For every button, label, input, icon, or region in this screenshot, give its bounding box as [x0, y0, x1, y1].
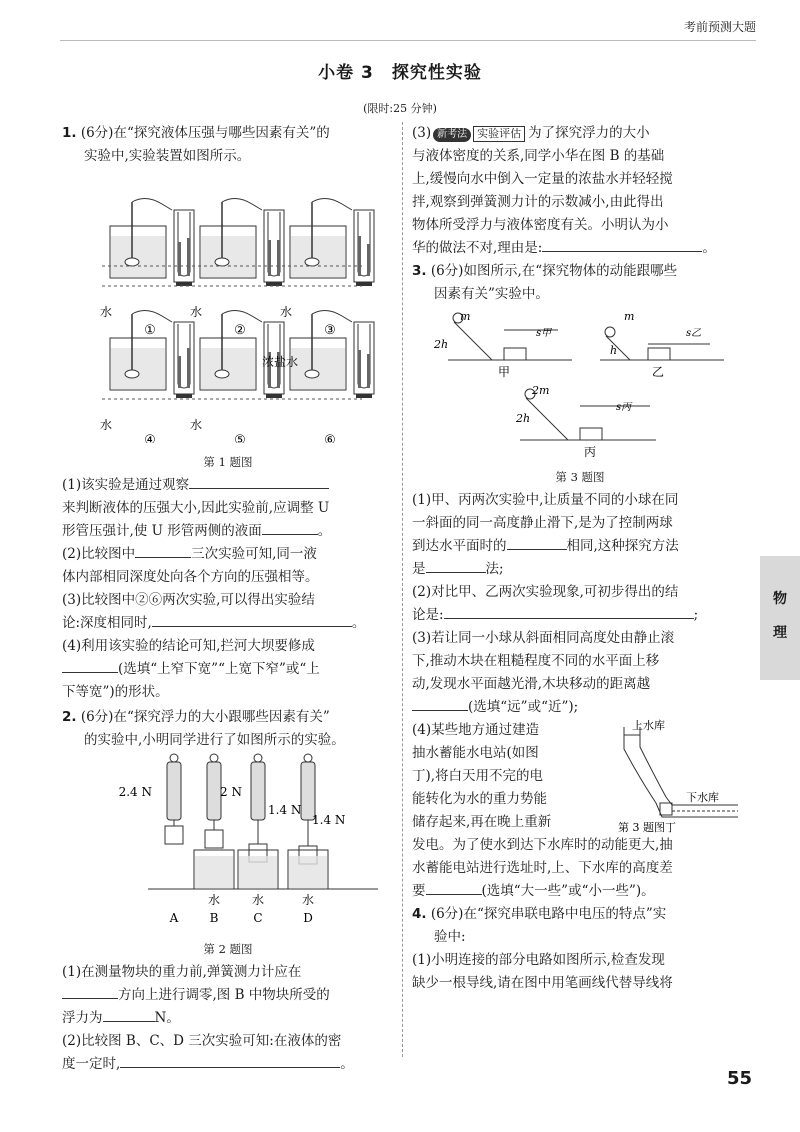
q3-part3: (3)若让同一小球从斜面相同高度处由静止滚	[412, 630, 675, 646]
q1-mark-1: ①	[144, 323, 156, 338]
q1-water-label-2: 水	[190, 305, 203, 319]
q1-apparatus-1	[110, 198, 194, 286]
q1-blank-4[interactable]	[152, 612, 352, 627]
q2-part3-line2: 与液体密度的关系,同学小华在图 B 的基础	[412, 148, 665, 164]
page-number: 55	[726, 1068, 752, 1089]
q3-part1-line3: 到达水平面时的 相同,这种探究方法	[412, 535, 748, 558]
q4-stem-line1: 4. (6分)在“探究串联电路中电压的特点”实	[412, 906, 667, 922]
q1-mark-5: ⑤	[234, 433, 246, 443]
q3-part2-line2: 论是: ;	[412, 604, 748, 627]
q3-upper-reservoir: 上水库	[632, 719, 665, 732]
q1-stem-line1: 1. (6分)在“探究液体压强与哪些因素有关”的	[62, 125, 330, 141]
q2-number: 2.	[62, 709, 77, 725]
q4-stem-line2: 验中:	[434, 929, 466, 945]
q2-scale-3	[238, 754, 278, 889]
q4-part1: (1)小明连接的部分电路如图所示,检查发现	[412, 952, 665, 968]
q3-number: 3.	[412, 263, 427, 279]
q1-part4-line3: 下等宽”)的形状。	[62, 684, 169, 700]
q3-2h-c: 2h	[516, 412, 531, 425]
q3-stem-line1: 3. (6分)如图所示,在“探究物体的动能跟哪些	[412, 263, 678, 279]
q3-part1-line4: 是 法;	[412, 558, 748, 581]
q3-label-bing: 丙	[584, 445, 597, 458]
q1-water-label-1: 水	[100, 305, 113, 319]
q3-lower-reservoir: 下水库	[686, 791, 719, 804]
q3-part2: (2)对比甲、乙两次实验现象,可初步得出的结	[412, 584, 679, 600]
q3-part4-line7: 水蓄能电站进行选址时,上、下水库的高度差	[412, 860, 673, 876]
q1-mark-2: ②	[234, 323, 246, 338]
side-tab-char-1: 物	[773, 591, 787, 607]
q2-part2-line2: 度一定时, 。	[62, 1053, 394, 1076]
q1-mark-3: ③	[324, 323, 336, 338]
q2-water-b: 水	[207, 893, 221, 907]
q1-blank-5[interactable]	[62, 658, 118, 673]
q3-s-a: s甲	[536, 328, 552, 339]
header-section: 考前预测大题	[683, 20, 756, 34]
q3-part3-line3: 动,发现水平面越光滑,木块移动的距离越	[412, 676, 651, 692]
q3-blank-5[interactable]	[426, 880, 482, 895]
page-title: 小卷 3 探究性实验	[318, 63, 482, 83]
q2-water-c: 水	[251, 893, 265, 907]
q2-water-d: 水	[301, 893, 315, 907]
q2-label-a: A	[169, 911, 179, 925]
q1-blank-2[interactable]	[262, 520, 318, 535]
q3-m-a: m	[460, 310, 471, 323]
q3-blank-3[interactable]	[444, 604, 694, 619]
q1-number: 1.	[62, 125, 77, 141]
q2-stem-line1: 2. (6分)在“探究浮力的大小跟哪些因素有关”	[62, 709, 330, 725]
q2-part3-line6: 华的做法不对,理由是: 。	[412, 237, 748, 260]
q1-part1: (1)该实验是通过观察	[62, 474, 394, 497]
q2-reading-a: 2.4 N	[118, 785, 152, 799]
q3-part1: (1)甲、丙两次实验中,让质量不同的小球在同	[412, 492, 679, 508]
q3-part4-text: (4)某些地方通过建造 抽水蓄能水电站(如图 丁),将白天用不完的电 能转化为水的重力势能 储存起来,再在晚上重新	[412, 722, 552, 830]
q3-stem-line2: 因素有关”实验中。	[434, 286, 549, 302]
q1-mark-4: ④	[144, 433, 156, 443]
q3-figure-d	[610, 719, 748, 834]
q2-blank-4[interactable]	[542, 237, 702, 252]
time-limit: (限时:25 分钟)	[363, 102, 437, 115]
q2-scale-2	[194, 754, 234, 889]
right-column	[412, 122, 748, 995]
q2-part3-line5: 物体所受浮力与液体密度有关。小明认为小	[412, 217, 669, 233]
q3-blank-1[interactable]	[507, 535, 567, 550]
q1-part1-line3: 形管压强计,使 U 形管两侧的液面 。	[62, 520, 394, 543]
q3-label-yi: 乙	[652, 365, 665, 379]
q1-part3: (3)比较图中②⑥两次实验,可以得出实验结	[62, 592, 315, 608]
q2-part1: (1)在测量物块的重力前,弹簧测力计应在	[62, 964, 302, 980]
q1-part1-line2: 来判断液体的压强大小,因此实验前,应调整 U	[62, 500, 330, 516]
q2-reading-b: 2 N	[220, 785, 242, 799]
experiment-eval-badge: 实验评估	[473, 126, 525, 142]
q2-part2: (2)比较图 B、C、D 三次实验可知:在液体的密	[62, 1033, 342, 1049]
q2-reading-d: 1.4 N	[312, 813, 346, 827]
q3-part1-line2: 一斜面的同一高度静止滑下,是为了控制两球	[412, 515, 673, 531]
q2-blank-3[interactable]	[120, 1053, 340, 1068]
q2-blank-1[interactable]	[62, 984, 118, 999]
q3-figure	[412, 306, 748, 458]
q2-blank-2[interactable]	[103, 1007, 155, 1022]
q2-label-b: B	[209, 911, 219, 925]
q1-brine-label: 浓盐水	[262, 355, 299, 369]
q3-part4-block	[412, 719, 748, 834]
q3-s-c: s丙	[616, 402, 632, 413]
q1-apparatus-3	[290, 198, 374, 286]
q2-part3-line4: 拌,观察到弹簧测力计的示数减小,由此得出	[412, 194, 664, 210]
q2-part3: (3) 新考法 实验评估 为了探究浮力的大小	[412, 125, 650, 141]
q1-mark-6: ⑥	[324, 433, 336, 443]
q2-part1-line2: 方向上进行调零,图 B 中物块所受的	[62, 984, 394, 1007]
q1-part2-line2: 体内部相同深度处向各个方向的压强相等。	[62, 569, 319, 585]
q1-stem-line2: 实验中,实验装置如图所示。	[84, 148, 251, 164]
q4-number: 4.	[412, 906, 427, 922]
q1-blank-3[interactable]	[135, 543, 191, 558]
q3-part4-line6: 发电。为了使水到达下水库时的动能更大,抽	[412, 837, 673, 853]
q2-reading-c: 1.4 N	[268, 803, 302, 817]
q2-part1-line3: 浮力为 N。	[62, 1007, 394, 1030]
q3-ramp	[600, 327, 724, 360]
q3-blank-4[interactable]	[412, 696, 468, 711]
q3-part3-line4: (选填“远”或“近”);	[412, 696, 748, 719]
q1-part4: (4)利用该实验的结论可知,拦河大坝要修成	[62, 638, 315, 654]
q3-2h-a: 2h	[434, 338, 449, 351]
q1-water-label-4: 水	[100, 418, 113, 432]
q3-part4-line8: 要 (选填“大一些”或“小一些”)。	[412, 880, 748, 903]
q1-part4-line2: (选填“上窄下宽”“上宽下窄”或“上	[62, 658, 394, 681]
header-rule	[60, 40, 756, 41]
q4-part1-line2: 缺少一根导线,请在图中用笔画线代替导线将	[412, 975, 673, 991]
q3-caption: 第 3 题图	[555, 470, 605, 484]
q3-2m-c: 2m	[532, 384, 550, 397]
q2-scale-1	[165, 754, 183, 844]
q1-part2: (2)比较图中 三次实验可知,同一液	[62, 543, 394, 566]
q2-label-c: C	[253, 911, 263, 925]
side-tab-char-2: 理	[773, 625, 787, 641]
q3-s-b: s乙	[686, 328, 702, 339]
subject-side-tab	[760, 556, 800, 680]
q1-water-label-3: 水	[280, 305, 293, 319]
q1-blank-1[interactable]	[189, 474, 329, 489]
q2-label-d: D	[303, 911, 313, 925]
q2-caption: 第 2 题图	[203, 942, 253, 956]
q3-figure-d-caption: 第 3 题图丁	[618, 821, 676, 834]
q1-caption: 第 1 题图	[203, 455, 253, 469]
q1-apparatus-2	[200, 198, 284, 286]
q3-part3-line2: 下,推动木块在粗糙程度不同的水平面上移	[412, 653, 660, 669]
q3-label-jia: 甲	[498, 365, 511, 379]
column-divider	[402, 122, 403, 1057]
q2-stem-line2: 的实验中,小明同学进行了如图所示的实验。	[84, 732, 345, 748]
q2-part3-line3: 上,缓慢向水中倒入一定量的浓盐水并轻轻搅	[412, 171, 673, 187]
q3-m-b: m	[624, 310, 635, 323]
q1-part3-line2: 论:深度相同时, 。	[62, 612, 394, 635]
q3-h-b: h	[610, 344, 618, 357]
new-method-badge: 新考法	[433, 128, 471, 142]
left-column	[62, 122, 394, 1076]
q3-blank-2[interactable]	[426, 558, 486, 573]
q1-water-label-5: 水	[190, 418, 203, 432]
q1-figure	[62, 168, 394, 443]
q2-figure	[62, 752, 394, 930]
